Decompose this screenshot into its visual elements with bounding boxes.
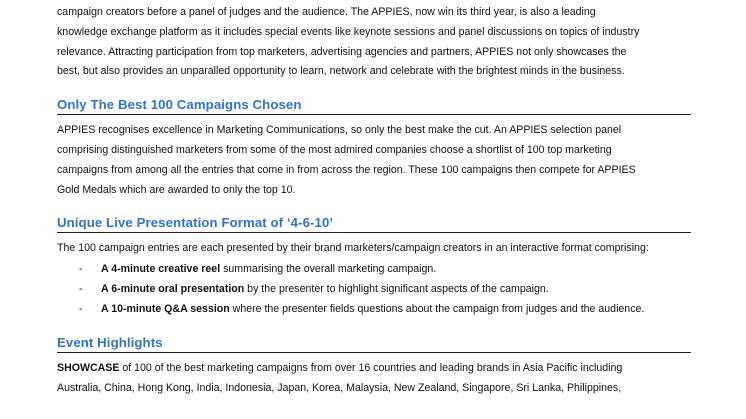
list-item (57, 279, 691, 299)
text-line: best, but also provides an unparalled opportunity to learn, network and celebrate with the brightest minds in the business. (57, 65, 625, 78)
text-line: campaign creators before a panel of judges and the audience. The APPIES, now win its third year, is also a leading (57, 6, 596, 18)
text-line: knowledge exchange platform as it includes special events like keynote sessions and panel discussions on topics of industry (57, 25, 640, 38)
format-bullet-list (57, 259, 691, 319)
list-item (57, 259, 691, 279)
text-line: relevance. Attracting participation from top marketers, advertising agencies and partners, APPIES not only showcases the (57, 45, 627, 58)
presentation-format-block (57, 239, 691, 319)
section-heading-best-100: Only The Best 100 Campaigns Chosen (57, 97, 691, 115)
bullet-text: summarising the overall marketing campaign. (220, 263, 437, 276)
list-item (57, 299, 691, 319)
bullet-text: where the presenter fields questions about the campaign from judges and the audience. (229, 303, 645, 316)
dash-marker: - (79, 263, 83, 276)
text-line: Australia, China, Hong Kong, India, Indonesia, Japan, Korea, Malaysia, New Zealand, Singapore, Sri Lanka, Philippines, (57, 381, 622, 394)
document-page (57, 3, 691, 399)
bullet-bold: A 6-minute oral presentation (101, 283, 245, 296)
text-line: Gold Medals which are awarded to only the top 10. (57, 183, 296, 196)
showcase-lead: SHOWCASE (57, 362, 120, 375)
bullet-bold: A 10-minute Q&A session (101, 303, 230, 316)
section-heading-presentation-format: Unique Live Presentation Format of ‘4-6-10’ (57, 215, 691, 233)
format-intro: The 100 campaign entries are each presented by their brand marketers/campaign creators in an interactive format comprising: (57, 242, 649, 255)
event-highlights-paragraph (57, 359, 691, 399)
bullet-text: by the presenter to highlight significant aspects of the campaign. (244, 283, 549, 296)
text-line: APPIES recognises excellence in Marketing Communications, so only the best make the cut. An APPIES selection panel (57, 124, 622, 137)
dash-marker: - (79, 303, 83, 316)
best-100-paragraph (57, 121, 691, 200)
text-line: campaigns from among all the entries that come in from across the region. These 100 campaigns then compete for APPIES (57, 163, 636, 176)
dash-marker: - (79, 283, 83, 296)
text-line: comprising distinguished marketers from some of the most admired companies choose a shortlist of 100 top marketing (57, 143, 612, 156)
showcase-text: of 100 of the best marketing campaigns from over 16 countries and leading brands in Asia Pacific including (119, 362, 623, 375)
intro-paragraph (57, 3, 691, 82)
bullet-bold: A 4-minute creative reel (101, 263, 221, 276)
section-heading-event-highlights: Event Highlights (57, 335, 691, 353)
text-line (57, 359, 691, 379)
